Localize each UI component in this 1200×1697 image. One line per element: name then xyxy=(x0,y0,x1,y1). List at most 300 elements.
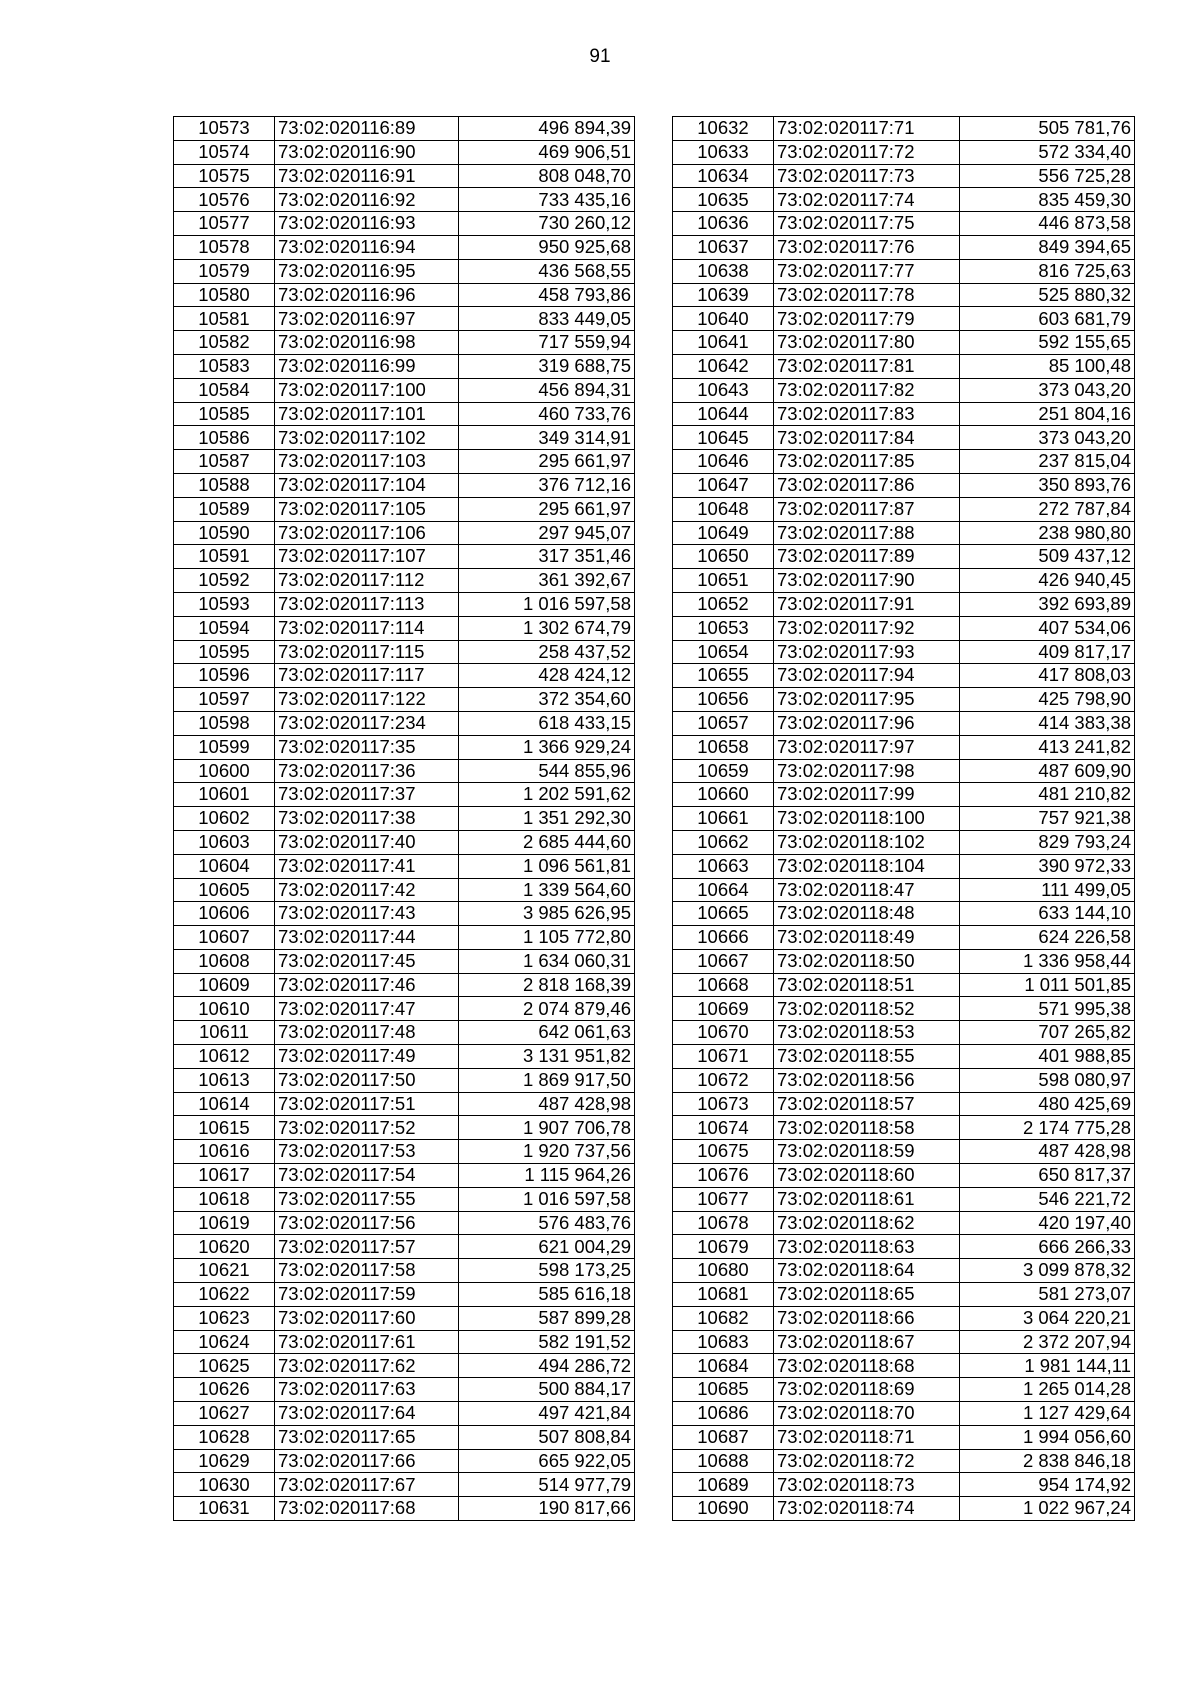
row-number-cell: 10601 xyxy=(174,783,275,807)
cadastral-value-cell: 317 351,46 xyxy=(459,545,635,569)
cadastral-value-cell: 582 191,52 xyxy=(459,1330,635,1354)
table-row xyxy=(174,1354,635,1378)
register-table-right xyxy=(672,116,1135,1521)
row-number-cell: 10668 xyxy=(673,973,774,997)
cadastral-value-cell: 111 499,05 xyxy=(960,878,1135,902)
cadastral-value-cell: 417 808,03 xyxy=(960,664,1135,688)
cadastral-number-cell: 73:02:020118:51 xyxy=(774,973,960,997)
row-number-cell: 10589 xyxy=(174,497,275,521)
row-number-cell: 10593 xyxy=(174,592,275,616)
cadastral-value-cell: 3 064 220,21 xyxy=(960,1306,1135,1330)
cadastral-value-cell: 258 437,52 xyxy=(459,640,635,664)
row-number-cell: 10636 xyxy=(673,212,774,236)
cadastral-number-cell: 73:02:020116:92 xyxy=(275,188,459,212)
cadastral-number-cell: 73:02:020118:69 xyxy=(774,1378,960,1402)
table-row xyxy=(174,688,635,712)
cadastral-value-cell: 618 433,15 xyxy=(459,711,635,735)
cadastral-value-cell: 2 685 444,60 xyxy=(459,830,635,854)
cadastral-value-cell: 238 980,80 xyxy=(960,521,1135,545)
cadastral-number-cell: 73:02:020117:112 xyxy=(275,569,459,593)
table-row xyxy=(174,1330,635,1354)
cadastral-number-cell: 73:02:020117:74 xyxy=(774,188,960,212)
cadastral-value-cell: 469 906,51 xyxy=(459,140,635,164)
cadastral-number-cell: 73:02:020118:57 xyxy=(774,1092,960,1116)
row-number-cell: 10684 xyxy=(673,1354,774,1378)
cadastral-value-cell: 2 174 775,28 xyxy=(960,1116,1135,1140)
cadastral-value-cell: 954 174,92 xyxy=(960,1473,1135,1497)
cadastral-value-cell: 390 972,33 xyxy=(960,854,1135,878)
row-number-cell: 10685 xyxy=(673,1378,774,1402)
cadastral-number-cell: 73:02:020117:66 xyxy=(275,1449,459,1473)
table-row xyxy=(673,1140,1135,1164)
cadastral-number-cell: 73:02:020118:63 xyxy=(774,1235,960,1259)
cadastral-value-cell: 525 880,32 xyxy=(960,283,1135,307)
cadastral-number-cell: 73:02:020117:62 xyxy=(275,1354,459,1378)
row-number-cell: 10638 xyxy=(673,259,774,283)
cadastral-number-cell: 73:02:020118:73 xyxy=(774,1473,960,1497)
table-row xyxy=(174,402,635,426)
cadastral-number-cell: 73:02:020117:105 xyxy=(275,497,459,521)
table-row xyxy=(174,1187,635,1211)
table-row xyxy=(174,1164,635,1188)
cadastral-number-cell: 73:02:020117:78 xyxy=(774,283,960,307)
cadastral-number-cell: 73:02:020118:47 xyxy=(774,878,960,902)
row-number-cell: 10667 xyxy=(673,949,774,973)
cadastral-value-cell: 707 265,82 xyxy=(960,1021,1135,1045)
table-row xyxy=(174,926,635,950)
table-row xyxy=(673,973,1135,997)
table-row xyxy=(174,1449,635,1473)
register-table-left xyxy=(173,116,635,1521)
cadastral-number-cell: 73:02:020117:76 xyxy=(774,235,960,259)
row-number-cell: 10622 xyxy=(174,1283,275,1307)
cadastral-number-cell: 73:02:020116:89 xyxy=(275,117,459,141)
cadastral-value-cell: 361 392,67 xyxy=(459,569,635,593)
table-row xyxy=(673,545,1135,569)
cadastral-number-cell: 73:02:020116:90 xyxy=(275,140,459,164)
table-row xyxy=(174,450,635,474)
table-row xyxy=(673,1116,1135,1140)
row-number-cell: 10642 xyxy=(673,354,774,378)
cadastral-number-cell: 73:02:020117:71 xyxy=(774,117,960,141)
cadastral-value-cell: 1 634 060,31 xyxy=(459,949,635,973)
cadastral-number-cell: 73:02:020117:46 xyxy=(275,973,459,997)
cadastral-value-cell: 833 449,05 xyxy=(459,307,635,331)
cadastral-number-cell: 73:02:020117:60 xyxy=(275,1306,459,1330)
table-row xyxy=(673,902,1135,926)
table-row xyxy=(673,1283,1135,1307)
table-row xyxy=(174,997,635,1021)
row-number-cell: 10662 xyxy=(673,830,774,854)
row-number-cell: 10643 xyxy=(673,378,774,402)
row-number-cell: 10606 xyxy=(174,902,275,926)
cadastral-value-cell: 592 155,65 xyxy=(960,331,1135,355)
cadastral-number-cell: 73:02:020117:55 xyxy=(275,1187,459,1211)
table-row xyxy=(673,1306,1135,1330)
table-row xyxy=(174,1259,635,1283)
table-row xyxy=(673,140,1135,164)
table-row xyxy=(174,640,635,664)
cadastral-number-cell: 73:02:020117:50 xyxy=(275,1068,459,1092)
cadastral-number-cell: 73:02:020117:72 xyxy=(774,140,960,164)
row-number-cell: 10659 xyxy=(673,759,774,783)
table-row xyxy=(174,807,635,831)
cadastral-number-cell: 73:02:020117:117 xyxy=(275,664,459,688)
row-number-cell: 10608 xyxy=(174,949,275,973)
row-number-cell: 10621 xyxy=(174,1259,275,1283)
cadastral-number-cell: 73:02:020117:65 xyxy=(275,1425,459,1449)
row-number-cell: 10656 xyxy=(673,688,774,712)
cadastral-value-cell: 3 131 951,82 xyxy=(459,1045,635,1069)
cadastral-number-cell: 73:02:020117:96 xyxy=(774,711,960,735)
table-row xyxy=(174,711,635,735)
row-number-cell: 10627 xyxy=(174,1402,275,1426)
row-number-cell: 10682 xyxy=(673,1306,774,1330)
table-row xyxy=(673,688,1135,712)
cadastral-value-cell: 666 266,33 xyxy=(960,1235,1135,1259)
row-number-cell: 10602 xyxy=(174,807,275,831)
table-row xyxy=(174,473,635,497)
cadastral-value-cell: 650 817,37 xyxy=(960,1164,1135,1188)
row-number-cell: 10675 xyxy=(673,1140,774,1164)
cadastral-value-cell: 2 838 846,18 xyxy=(960,1449,1135,1473)
row-number-cell: 10615 xyxy=(174,1116,275,1140)
table-row xyxy=(673,1378,1135,1402)
table-row xyxy=(673,521,1135,545)
row-number-cell: 10620 xyxy=(174,1235,275,1259)
cadastral-number-cell: 73:02:020117:53 xyxy=(275,1140,459,1164)
row-number-cell: 10584 xyxy=(174,378,275,402)
table-row xyxy=(673,307,1135,331)
row-number-cell: 10625 xyxy=(174,1354,275,1378)
table-row xyxy=(174,759,635,783)
cadastral-number-cell: 73:02:020117:88 xyxy=(774,521,960,545)
row-number-cell: 10687 xyxy=(673,1425,774,1449)
table-row xyxy=(174,1283,635,1307)
row-number-cell: 10590 xyxy=(174,521,275,545)
cadastral-value-cell: 1 920 737,56 xyxy=(459,1140,635,1164)
table-row xyxy=(673,830,1135,854)
table-row xyxy=(673,450,1135,474)
cadastral-value-cell: 297 945,07 xyxy=(459,521,635,545)
cadastral-value-cell: 349 314,91 xyxy=(459,426,635,450)
cadastral-number-cell: 73:02:020116:91 xyxy=(275,164,459,188)
row-number-cell: 10673 xyxy=(673,1092,774,1116)
row-number-cell: 10664 xyxy=(673,878,774,902)
cadastral-number-cell: 73:02:020116:96 xyxy=(275,283,459,307)
row-number-cell: 10679 xyxy=(673,1235,774,1259)
table-row xyxy=(673,283,1135,307)
cadastral-value-cell: 480 425,69 xyxy=(960,1092,1135,1116)
cadastral-number-cell: 73:02:020117:68 xyxy=(275,1497,459,1521)
table-row xyxy=(174,283,635,307)
row-number-cell: 10576 xyxy=(174,188,275,212)
table-row xyxy=(174,830,635,854)
cadastral-number-cell: 73:02:020118:52 xyxy=(774,997,960,1021)
row-number-cell: 10641 xyxy=(673,331,774,355)
cadastral-number-cell: 73:02:020117:56 xyxy=(275,1211,459,1235)
row-number-cell: 10674 xyxy=(673,1116,774,1140)
cadastral-value-cell: 413 241,82 xyxy=(960,735,1135,759)
cadastral-number-cell: 73:02:020118:62 xyxy=(774,1211,960,1235)
cadastral-value-cell: 272 787,84 xyxy=(960,497,1135,521)
cadastral-number-cell: 73:02:020117:51 xyxy=(275,1092,459,1116)
row-number-cell: 10612 xyxy=(174,1045,275,1069)
cadastral-number-cell: 73:02:020118:70 xyxy=(774,1402,960,1426)
cadastral-value-cell: 350 893,76 xyxy=(960,473,1135,497)
cadastral-number-cell: 73:02:020116:98 xyxy=(275,331,459,355)
cadastral-value-cell: 487 428,98 xyxy=(960,1140,1135,1164)
row-number-cell: 10597 xyxy=(174,688,275,712)
cadastral-number-cell: 73:02:020117:101 xyxy=(275,402,459,426)
cadastral-value-cell: 556 725,28 xyxy=(960,164,1135,188)
cadastral-number-cell: 73:02:020117:63 xyxy=(275,1378,459,1402)
cadastral-number-cell: 73:02:020117:115 xyxy=(275,640,459,664)
cadastral-number-cell: 73:02:020117:52 xyxy=(275,1116,459,1140)
table-row xyxy=(673,235,1135,259)
row-number-cell: 10666 xyxy=(673,926,774,950)
cadastral-value-cell: 372 354,60 xyxy=(459,688,635,712)
row-number-cell: 10678 xyxy=(673,1211,774,1235)
table-row xyxy=(673,1402,1135,1426)
row-number-cell: 10663 xyxy=(673,854,774,878)
cadastral-number-cell: 73:02:020117:102 xyxy=(275,426,459,450)
row-number-cell: 10683 xyxy=(673,1330,774,1354)
page-number: 91 xyxy=(589,46,611,67)
row-number-cell: 10609 xyxy=(174,973,275,997)
cadastral-number-cell: 73:02:020117:106 xyxy=(275,521,459,545)
cadastral-number-cell: 73:02:020117:45 xyxy=(275,949,459,973)
cadastral-number-cell: 73:02:020117:49 xyxy=(275,1045,459,1069)
row-number-cell: 10654 xyxy=(673,640,774,664)
cadastral-number-cell: 73:02:020117:104 xyxy=(275,473,459,497)
table-row xyxy=(174,1211,635,1235)
cadastral-number-cell: 73:02:020117:92 xyxy=(774,616,960,640)
cadastral-number-cell: 73:02:020117:94 xyxy=(774,664,960,688)
table-row xyxy=(174,212,635,236)
cadastral-value-cell: 436 568,55 xyxy=(459,259,635,283)
row-number-cell: 10633 xyxy=(673,140,774,164)
cadastral-value-cell: 446 873,58 xyxy=(960,212,1135,236)
cadastral-number-cell: 73:02:020116:97 xyxy=(275,307,459,331)
cadastral-value-cell: 251 804,16 xyxy=(960,402,1135,426)
cadastral-value-cell: 494 286,72 xyxy=(459,1354,635,1378)
table-row xyxy=(174,521,635,545)
cadastral-value-cell: 487 609,90 xyxy=(960,759,1135,783)
cadastral-number-cell: 73:02:020117:67 xyxy=(275,1473,459,1497)
row-number-cell: 10690 xyxy=(673,1497,774,1521)
cadastral-number-cell: 73:02:020118:58 xyxy=(774,1116,960,1140)
cadastral-number-cell: 73:02:020116:93 xyxy=(275,212,459,236)
cadastral-value-cell: 1 202 591,62 xyxy=(459,783,635,807)
row-number-cell: 10586 xyxy=(174,426,275,450)
cadastral-number-cell: 73:02:020117:114 xyxy=(275,616,459,640)
row-number-cell: 10637 xyxy=(673,235,774,259)
row-number-cell: 10626 xyxy=(174,1378,275,1402)
cadastral-number-cell: 73:02:020117:44 xyxy=(275,926,459,950)
cadastral-number-cell: 73:02:020117:86 xyxy=(774,473,960,497)
table-row xyxy=(174,854,635,878)
cadastral-number-cell: 73:02:020118:55 xyxy=(774,1045,960,1069)
row-number-cell: 10595 xyxy=(174,640,275,664)
table-row xyxy=(174,569,635,593)
cadastral-number-cell: 73:02:020117:58 xyxy=(275,1259,459,1283)
table-row xyxy=(673,569,1135,593)
table-row xyxy=(174,545,635,569)
row-number-cell: 10610 xyxy=(174,997,275,1021)
cadastral-number-cell: 73:02:020118:56 xyxy=(774,1068,960,1092)
row-number-cell: 10629 xyxy=(174,1449,275,1473)
cadastral-number-cell: 73:02:020118:48 xyxy=(774,902,960,926)
row-number-cell: 10604 xyxy=(174,854,275,878)
cadastral-value-cell: 295 661,97 xyxy=(459,450,635,474)
cadastral-number-cell: 73:02:020117:59 xyxy=(275,1283,459,1307)
cadastral-number-cell: 73:02:020117:91 xyxy=(774,592,960,616)
cadastral-number-cell: 73:02:020118:50 xyxy=(774,949,960,973)
cadastral-value-cell: 1 869 917,50 xyxy=(459,1068,635,1092)
table-row xyxy=(673,664,1135,688)
row-number-cell: 10578 xyxy=(174,235,275,259)
table-row xyxy=(673,1449,1135,1473)
cadastral-value-cell: 428 424,12 xyxy=(459,664,635,688)
cadastral-value-cell: 1 115 964,26 xyxy=(459,1164,635,1188)
cadastral-value-cell: 642 061,63 xyxy=(459,1021,635,1045)
cadastral-number-cell: 73:02:020117:87 xyxy=(774,497,960,521)
table-row xyxy=(174,1473,635,1497)
row-number-cell: 10658 xyxy=(673,735,774,759)
table-row xyxy=(673,1164,1135,1188)
cadastral-number-cell: 73:02:020117:43 xyxy=(275,902,459,926)
table-row xyxy=(673,1235,1135,1259)
cadastral-value-cell: 458 793,86 xyxy=(459,283,635,307)
table-row xyxy=(174,735,635,759)
cadastral-value-cell: 816 725,63 xyxy=(960,259,1135,283)
cadastral-number-cell: 73:02:020118:100 xyxy=(774,807,960,831)
cadastral-number-cell: 73:02:020117:35 xyxy=(275,735,459,759)
cadastral-value-cell: 717 559,94 xyxy=(459,331,635,355)
row-number-cell: 10614 xyxy=(174,1092,275,1116)
cadastral-value-cell: 509 437,12 xyxy=(960,545,1135,569)
cadastral-number-cell: 73:02:020117:38 xyxy=(275,807,459,831)
cadastral-number-cell: 73:02:020116:99 xyxy=(275,354,459,378)
row-number-cell: 10628 xyxy=(174,1425,275,1449)
table-row xyxy=(673,188,1135,212)
cadastral-value-cell: 426 940,45 xyxy=(960,569,1135,593)
cadastral-value-cell: 1 265 014,28 xyxy=(960,1378,1135,1402)
register-table-body xyxy=(174,117,635,1521)
row-number-cell: 10600 xyxy=(174,759,275,783)
cadastral-number-cell: 73:02:020118:72 xyxy=(774,1449,960,1473)
table-row xyxy=(673,117,1135,141)
row-number-cell: 10588 xyxy=(174,473,275,497)
table-row xyxy=(673,1425,1135,1449)
table-row xyxy=(174,592,635,616)
cadastral-value-cell: 1 907 706,78 xyxy=(459,1116,635,1140)
table-row xyxy=(673,212,1135,236)
cadastral-number-cell: 73:02:020117:99 xyxy=(774,783,960,807)
row-number-cell: 10577 xyxy=(174,212,275,236)
table-row xyxy=(673,1330,1135,1354)
row-number-cell: 10623 xyxy=(174,1306,275,1330)
row-number-cell: 10603 xyxy=(174,830,275,854)
cadastral-value-cell: 481 210,82 xyxy=(960,783,1135,807)
table-row xyxy=(174,1021,635,1045)
cadastral-value-cell: 587 899,28 xyxy=(459,1306,635,1330)
cadastral-number-cell: 73:02:020117:61 xyxy=(275,1330,459,1354)
cadastral-number-cell: 73:02:020117:84 xyxy=(774,426,960,450)
table-row xyxy=(673,735,1135,759)
cadastral-value-cell: 849 394,65 xyxy=(960,235,1135,259)
cadastral-value-cell: 2 818 168,39 xyxy=(459,973,635,997)
table-row xyxy=(673,1473,1135,1497)
cadastral-number-cell: 73:02:020117:234 xyxy=(275,711,459,735)
row-number-cell: 10573 xyxy=(174,117,275,141)
row-number-cell: 10575 xyxy=(174,164,275,188)
row-number-cell: 10632 xyxy=(673,117,774,141)
table-row xyxy=(174,973,635,997)
cadastral-number-cell: 73:02:020117:122 xyxy=(275,688,459,712)
cadastral-number-cell: 73:02:020118:59 xyxy=(774,1140,960,1164)
cadastral-value-cell: 409 817,17 xyxy=(960,640,1135,664)
table-row xyxy=(673,807,1135,831)
row-number-cell: 10660 xyxy=(673,783,774,807)
row-number-cell: 10599 xyxy=(174,735,275,759)
table-row xyxy=(174,1306,635,1330)
cadastral-value-cell: 319 688,75 xyxy=(459,354,635,378)
table-row xyxy=(174,1045,635,1069)
cadastral-number-cell: 73:02:020118:66 xyxy=(774,1306,960,1330)
cadastral-value-cell: 572 334,40 xyxy=(960,140,1135,164)
row-number-cell: 10598 xyxy=(174,711,275,735)
row-number-cell: 10585 xyxy=(174,402,275,426)
cadastral-value-cell: 835 459,30 xyxy=(960,188,1135,212)
row-number-cell: 10688 xyxy=(673,1449,774,1473)
register-table-body xyxy=(673,117,1135,1521)
cadastral-value-cell: 665 922,05 xyxy=(459,1449,635,1473)
cadastral-value-cell: 1 302 674,79 xyxy=(459,616,635,640)
row-number-cell: 10676 xyxy=(673,1164,774,1188)
cadastral-number-cell: 73:02:020116:95 xyxy=(275,259,459,283)
cadastral-value-cell: 507 808,84 xyxy=(459,1425,635,1449)
row-number-cell: 10672 xyxy=(673,1068,774,1092)
cadastral-number-cell: 73:02:020118:65 xyxy=(774,1283,960,1307)
cadastral-number-cell: 73:02:020117:37 xyxy=(275,783,459,807)
table-row xyxy=(673,592,1135,616)
cadastral-number-cell: 73:02:020117:80 xyxy=(774,331,960,355)
cadastral-number-cell: 73:02:020117:113 xyxy=(275,592,459,616)
row-number-cell: 10640 xyxy=(673,307,774,331)
cadastral-value-cell: 85 100,48 xyxy=(960,354,1135,378)
cadastral-value-cell: 1 351 292,30 xyxy=(459,807,635,831)
cadastral-number-cell: 73:02:020117:82 xyxy=(774,378,960,402)
cadastral-value-cell: 460 733,76 xyxy=(459,402,635,426)
cadastral-value-cell: 500 884,17 xyxy=(459,1378,635,1402)
table-row xyxy=(673,402,1135,426)
cadastral-value-cell: 1 127 429,64 xyxy=(960,1402,1135,1426)
cadastral-number-cell: 73:02:020117:54 xyxy=(275,1164,459,1188)
cadastral-value-cell: 497 421,84 xyxy=(459,1402,635,1426)
cadastral-value-cell: 829 793,24 xyxy=(960,830,1135,854)
cadastral-number-cell: 73:02:020117:107 xyxy=(275,545,459,569)
cadastral-value-cell: 1 011 501,85 xyxy=(960,973,1135,997)
row-number-cell: 10594 xyxy=(174,616,275,640)
row-number-cell: 10646 xyxy=(673,450,774,474)
cadastral-value-cell: 1 096 561,81 xyxy=(459,854,635,878)
table-row xyxy=(174,307,635,331)
table-row xyxy=(174,949,635,973)
table-row xyxy=(174,188,635,212)
cadastral-value-cell: 3 099 878,32 xyxy=(960,1259,1135,1283)
